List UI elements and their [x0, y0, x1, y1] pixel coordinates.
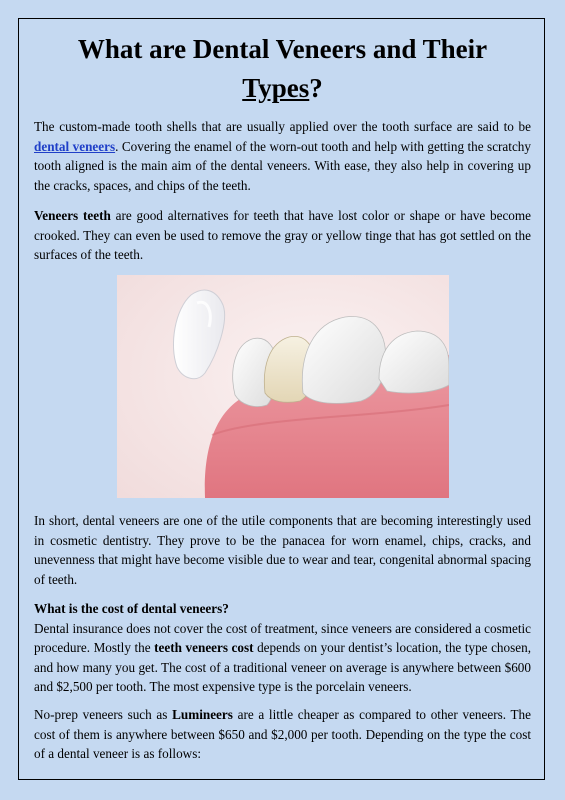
veneers-teeth-text: are good alternatives for teeth that have lost color or shape or have become crooked. They can even be used to remove the gray or yellow tinge that has got settled on the surfaces of the teeth. — [34, 208, 531, 262]
title-underlined-word: Types — [242, 73, 310, 103]
no-prep-text-end: are a little cheaper as compared to other veneers. The cost of them is anywhere between $650 and $2,000 per tooth. Depending on the type the cost of a dental veneer is as follows: — [34, 707, 531, 761]
teeth-veneer-image — [117, 275, 449, 498]
cost-text-start: Dental insurance does not cover the cost of treatment, since veneers are considered a cosmetic procedure. Mostly the — [34, 620, 531, 655]
cost-text-end: depends on your dentist’s location, the type chosen, and how many you get. The cost of a traditional veneer on average is anywhere between $600 and $2,500 per tooth. The most expensive type is the porcelain veneers. — [34, 640, 531, 694]
intro-paragraph — [34, 117, 531, 195]
veneers-teeth-bold: Veneers teeth — [34, 208, 111, 223]
title-question-mark: ? — [309, 73, 323, 103]
intro-text-end: . Covering the enamel of the worn-out tooth and help with getting the scratchy tooth aligned is the main aim of the dental veneers. With ease, they also help in covering up the cracks, spaces, and chips of the teeth. — [34, 138, 531, 193]
no-prep-text-start: No-prep veneers such as — [34, 707, 173, 722]
veneer-illustration — [117, 275, 449, 498]
intro-text-start: The custom-made tooth shells that are usually applied over the tooth surface are said to be — [34, 119, 531, 134]
cost-heading: What is the cost of dental veneers? — [34, 601, 229, 616]
no-prep-paragraph — [34, 705, 531, 764]
in-short-paragraph: In short, dental veneers are one of the utile components that are becoming interestingly used in cosmetic dentistry. They prove to be the panacea for worn enamel, chips, cracks, and unevenness that might have become visible due to wear and tear, congenital abnormal spacing of teeth. — [34, 513, 531, 587]
page-title — [0, 30, 565, 108]
dental-veneers-link[interactable]: dental veneers — [34, 138, 116, 154]
teeth-veneers-cost-bold: teeth veneers cost — [154, 640, 254, 655]
cost-section — [34, 599, 531, 697]
veneers-teeth-paragraph — [34, 206, 531, 265]
title-line-1: What are Dental Veneers and Their — [77, 34, 488, 64]
lumineers-bold: Lumineers — [172, 707, 233, 722]
